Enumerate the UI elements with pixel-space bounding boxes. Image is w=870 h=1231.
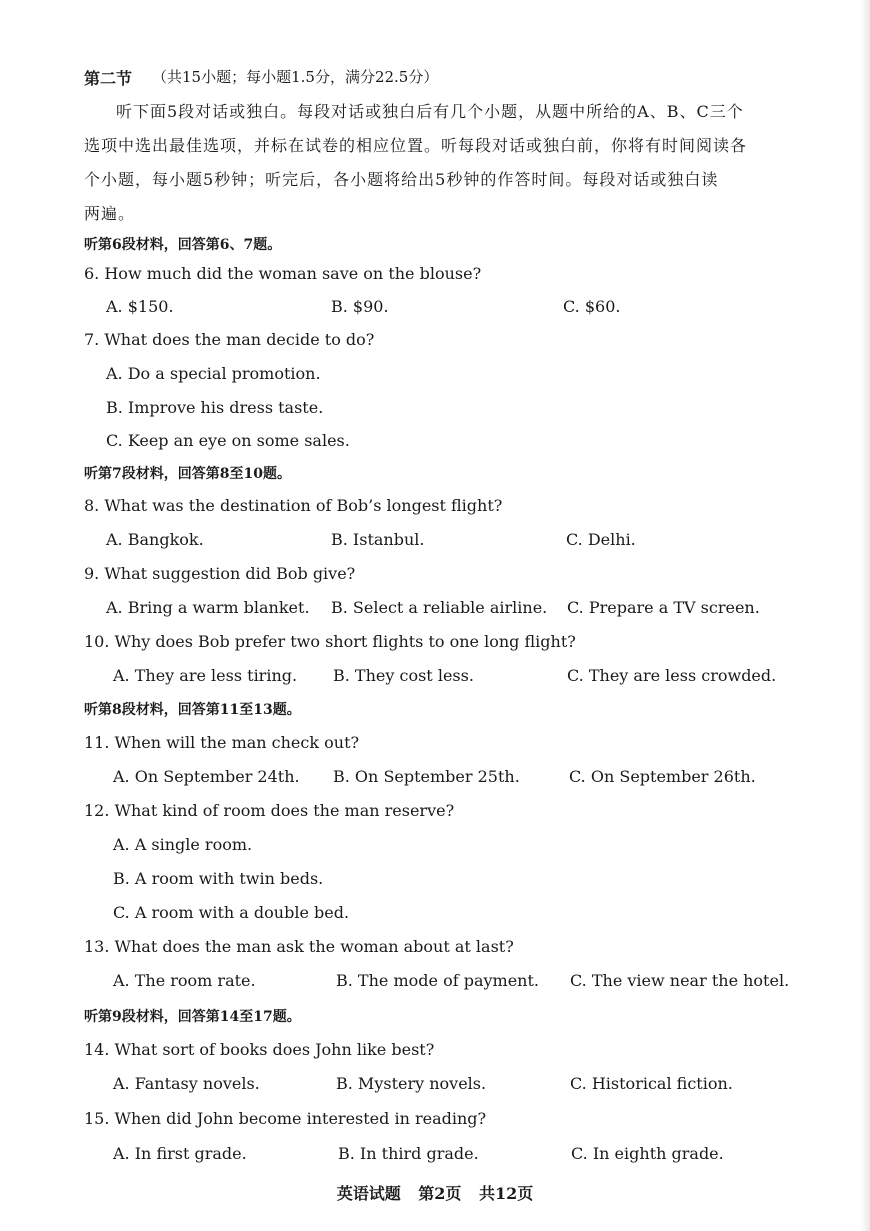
footer-page-number: 第2页	[418, 1184, 462, 1203]
question-6: 6. How much did the woman save on the blouse?	[84, 264, 482, 283]
question-8: 8. What was the destination of Bob’s longest flight?	[84, 496, 503, 515]
group-label: 听第7段材料，回答第8至10题。	[84, 466, 291, 482]
option-7b: B. Improve his dress taste.	[106, 398, 324, 417]
option-10b: B. They cost less.	[333, 666, 474, 685]
question-15: 15. When did John become interested in reading?	[84, 1109, 487, 1128]
question-14: 14. What sort of books does John like best?	[84, 1040, 435, 1059]
instruction-line-3: 个小题，每小题5秒钟；听完后，各小题将给出5秒钟的作答时间。每段对话或独白读	[84, 170, 719, 189]
option-7a: A. Do a special promotion.	[106, 364, 321, 383]
scan-edge-shadow	[860, 0, 870, 1231]
section-title: 第二节	[84, 69, 133, 88]
footer-total-pages: 共12页	[479, 1184, 534, 1203]
option-9a: A. Bring a warm blanket.	[106, 598, 310, 617]
instruction-line-1: 听下面5段对话或独白。每段对话或独白后有几个小题，从题中所给的A、B、C三个	[116, 102, 744, 121]
question-7: 7. What does the man decide to do?	[84, 330, 375, 349]
group-label: 听第9段材料，回答第14至17题。	[84, 1009, 301, 1025]
option-10c: C. They are less crowded.	[567, 666, 777, 685]
option-12c: C. A room with a double bed.	[113, 903, 350, 922]
option-6c: C. $60.	[563, 297, 621, 316]
group-label: 听第8段材料，回答第11至13题。	[84, 702, 301, 718]
instruction-line-2: 选项中选出最佳选项，并标在试卷的相应位置。听每段对话或独白前，你将有时间阅读各	[84, 136, 748, 155]
option-13b: B. The mode of payment.	[336, 971, 539, 990]
option-10a: A. They are less tiring.	[113, 666, 298, 685]
option-11a: A. On September 24th.	[113, 767, 300, 786]
option-15c: C. In eighth grade.	[571, 1144, 724, 1163]
option-12a: A. A single room.	[113, 835, 253, 854]
option-14b: B. Mystery novels.	[336, 1074, 487, 1093]
option-13c: C. The view near the hotel.	[570, 971, 790, 990]
option-14c: C. Historical fiction.	[570, 1074, 733, 1093]
option-8b: B. Istanbul.	[331, 530, 425, 549]
option-12b: B. A room with twin beds.	[113, 869, 324, 888]
group-label: 听第6段材料，回答第6、7题。	[84, 237, 282, 253]
option-8c: C. Delhi.	[566, 530, 636, 549]
page-footer	[0, 1181, 870, 1204]
option-6b: B. $90.	[331, 297, 389, 316]
option-11c: C. On September 26th.	[569, 767, 756, 786]
option-9b: B. Select a reliable airline.	[331, 598, 548, 617]
option-15a: A. In first grade.	[113, 1144, 247, 1163]
option-11b: B. On September 25th.	[333, 767, 520, 786]
question-10: 10. Why does Bob prefer two short flights to one long flight?	[84, 632, 576, 651]
option-6a: A. $150.	[106, 297, 174, 316]
option-13a: A. The room rate.	[113, 971, 256, 990]
question-13: 13. What does the man ask the woman about at last?	[84, 937, 514, 956]
option-8a: A. Bangkok.	[106, 530, 204, 549]
option-9c: C. Prepare a TV screen.	[567, 598, 760, 617]
question-12: 12. What kind of room does the man reserve?	[84, 801, 455, 820]
section-info: （共15小题；每小题1.5分，满分22.5分）	[152, 68, 439, 86]
option-7c: C. Keep an eye on some sales.	[106, 431, 350, 450]
question-11: 11. When will the man check out?	[84, 733, 360, 752]
question-9: 9. What suggestion did Bob give?	[84, 564, 356, 583]
option-14a: A. Fantasy novels.	[113, 1074, 260, 1093]
instruction-line-4: 两遍。	[84, 204, 136, 223]
footer-subject: 英语试题	[336, 1184, 401, 1203]
option-15b: B. In third grade.	[338, 1144, 479, 1163]
